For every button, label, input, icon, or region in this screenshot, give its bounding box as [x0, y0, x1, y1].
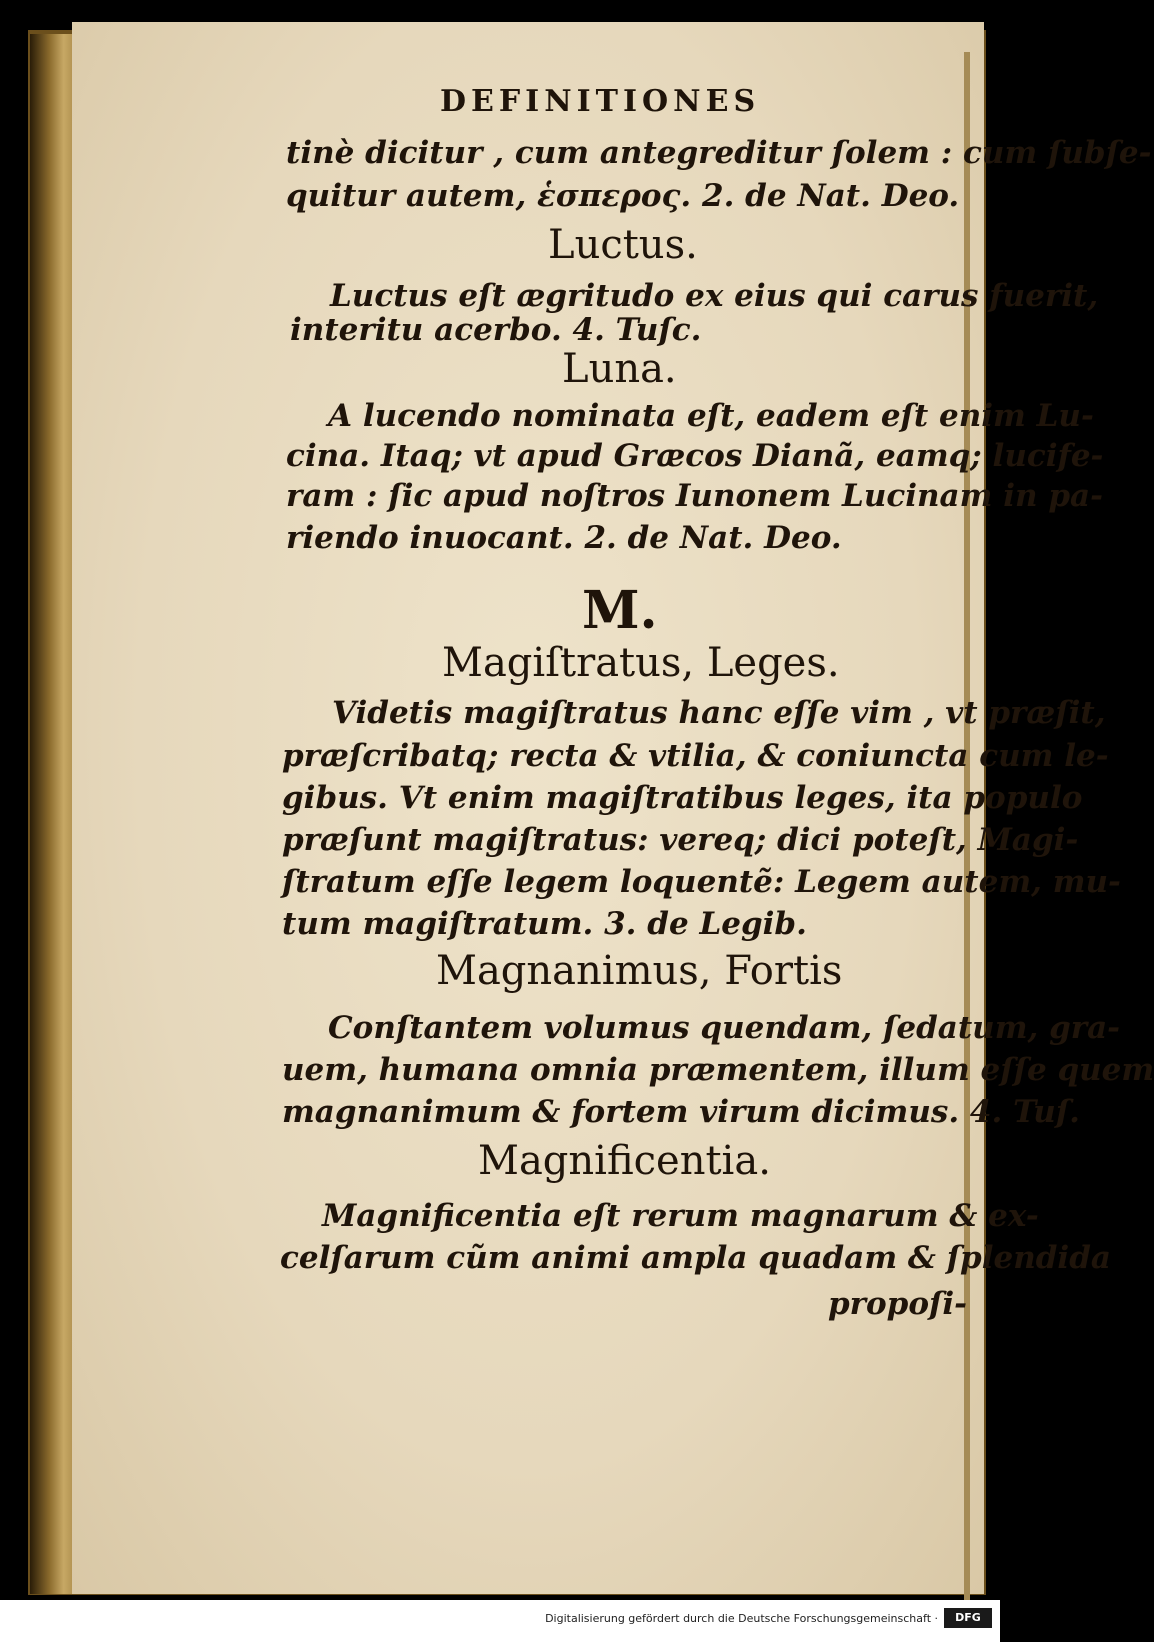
text-line: Videtis magiſtratus hanc eſſe vim , vt præſit, — [332, 695, 1106, 731]
text-line: A lucendo nominata eſt, eadem eſt enim Lu- — [328, 398, 1094, 434]
text-line: cina. Itaq; vt apud Græcos Dianã, eamq; lucife- — [286, 438, 1104, 474]
text-line: riendo inuocant. 2. de Nat. Deo. — [286, 520, 842, 556]
text-line: præſunt magiſtratus: vereq; dici poteſt, Magi- — [282, 822, 1079, 858]
text-line: quitur autem, ἑσπερος. 2. de Nat. Deo. — [286, 178, 960, 214]
entry-heading-luna: Luna. — [562, 346, 677, 392]
dfg-logo: DFG — [944, 1608, 992, 1628]
entry-heading-magistratus: Magiſtratus, Leges. — [442, 640, 840, 686]
entry-heading-luctus: Luctus. — [548, 222, 698, 268]
text-line: ram : ſic apud noſtros Iunonem Lucinam in pa- — [286, 478, 1103, 514]
entry-heading-magnificentia: Magnificentia. — [478, 1138, 771, 1184]
text-line: Luctus eſt ægritudo ex eius qui carus fuerit, — [330, 278, 1099, 314]
footer-credit: Digitalisierung gefördert durch die Deutsche Forschungsgemeinschaft · — [545, 1612, 938, 1625]
text-line: gibus. Vt enim magiſtratibus leges, ita populo — [282, 780, 1083, 816]
text-line: celſarum cũm animi ampla quadam & ſplendida — [280, 1240, 1111, 1276]
text-line: tinè dicitur , cum antegreditur ſolem : cum ſubſe- — [286, 135, 1152, 171]
catchword: propoſi- — [828, 1286, 968, 1322]
text-line: præſcribatq; recta & vtilia, & coniuncta cum le- — [282, 738, 1109, 774]
text-line: magnanimum & fortem virum dicimus. 4. Tuſ. — [282, 1094, 1080, 1130]
text-line: ſtratum eſſe legem loquentẽ: Legem autem, mu- — [282, 864, 1121, 900]
footer-bar — [0, 1600, 1000, 1642]
text-line: interitu acerbo. 4. Tuſc. — [290, 312, 702, 348]
section-letter: M. — [582, 580, 658, 641]
entry-heading-magnanimus: Magnanimus, Fortis — [436, 948, 843, 994]
text-line: Magnificentia eſt rerum magnarum & ex- — [322, 1198, 1039, 1234]
text-line: tum magiſtratum. 3. de Legib. — [282, 906, 807, 942]
running-head: DEFINITIONES — [440, 84, 761, 119]
text-line: Conſtantem volumus quendam, ſedatum, gra- — [328, 1010, 1121, 1046]
text-line: uem, humana omnia præmentem, illum eſſe quem — [282, 1052, 1154, 1088]
book-spine — [30, 34, 78, 1594]
